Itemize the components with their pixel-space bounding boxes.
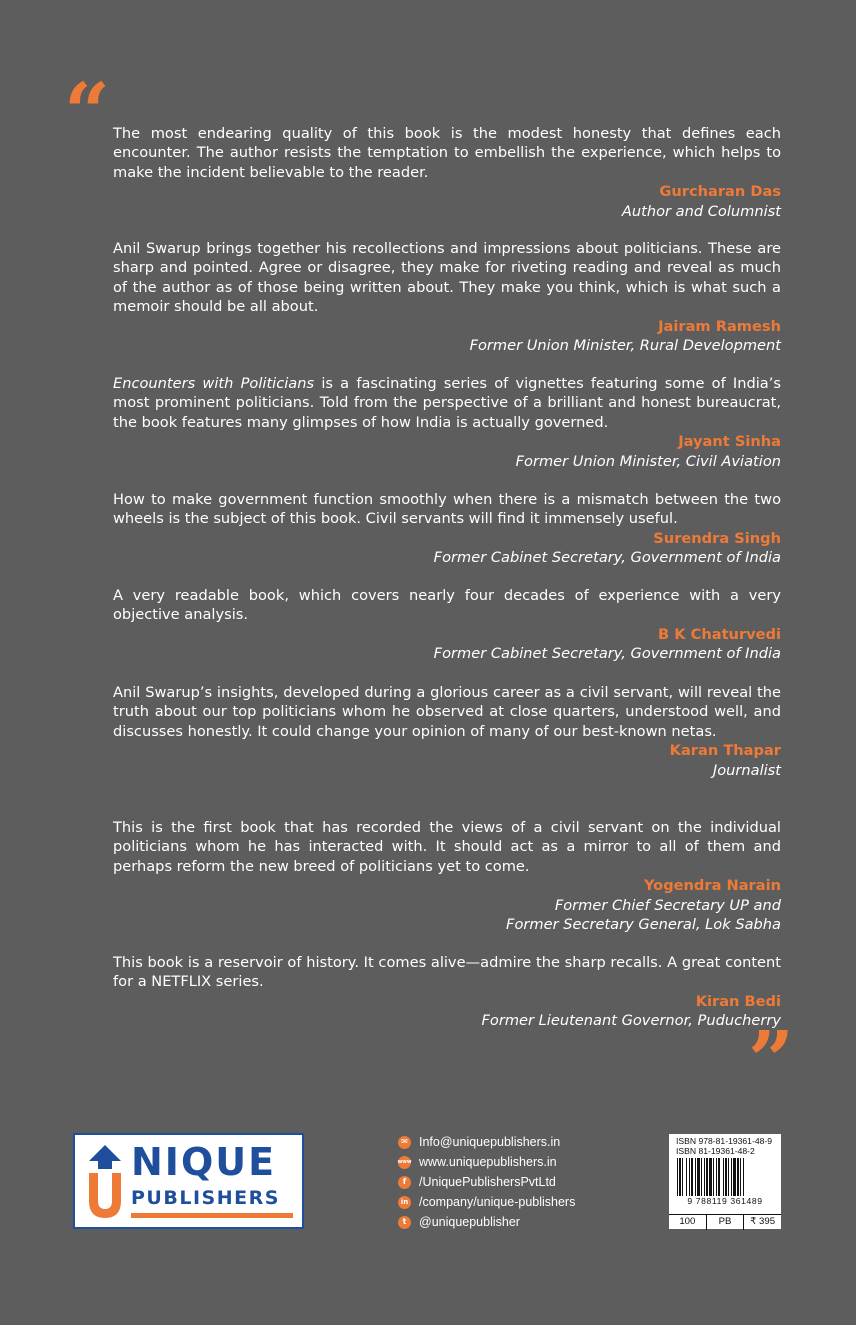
open-quote-mark: “ <box>64 65 111 159</box>
testimonial-text: Anil Swarup’s insights, developed during a glorious career as a civil servant, will reveal the truth about our top politicians whom he observed at close quarters, understood well, and discusses honestly. It could change your opinion of many of our best-known netas. <box>113 684 781 740</box>
testimonial-text: This is the first book that has recorded the views of a civil servant on the individual politicians whom he has interacted with. It should act as a mirror to all of them and perhaps reform the new breed of politicians yet to come. <box>113 819 781 875</box>
publisher-contacts <box>398 1132 575 1232</box>
testimonial-7 <box>113 818 781 934</box>
logo-wordmark: NIQUE <box>131 1140 277 1184</box>
testimonial-author: Kiran Bedi <box>695 992 781 1010</box>
close-quote-mark: ” <box>748 1013 795 1107</box>
testimonial-text: The most endearing quality of this book is the modest honesty that defines each encounter. The author resists the temptation to embellish the experience, which helps to make the incident believable to the reader. <box>113 125 781 181</box>
isbn-13: ISBN 978-81-19361-48-9 <box>676 1136 773 1146</box>
testimonial-author: Karan Thapar <box>669 742 781 760</box>
testimonial-author: Jairam Ramesh <box>658 317 781 335</box>
price: ₹ 395 <box>743 1215 781 1230</box>
testimonial-role-line-2: Former Secretary General, Lok Sabha <box>506 916 781 934</box>
contact-text: www.uniquepublishers.in <box>419 1155 557 1169</box>
testimonial-author: Gurcharan Das <box>659 183 781 201</box>
testimonial-8 <box>113 953 781 1031</box>
testimonial-role: Former Chief Secretary UP and <box>554 896 781 914</box>
page-count: 100 <box>679 1216 696 1227</box>
testimonial-5 <box>113 586 781 664</box>
testimonial-4 <box>113 490 781 568</box>
book-meta-row <box>669 1214 781 1230</box>
testimonial-2 <box>113 239 781 355</box>
contact-text: /UniquePublishersPvtLtd <box>419 1175 556 1189</box>
testimonial-text: Anil Swarup brings together his recollections and impressions about politicians. These are sharp and pointed. Agree or disagree, they make for riveting reading and reveal as much of the author as of those being written about. They make you think, which is what such a memoir should be all about. <box>113 240 781 316</box>
testimonial-author: B K Chaturvedi <box>658 625 781 643</box>
testimonial-text: This book is a reservoir of history. It comes alive—admire the sharp recalls. A great content for a NETFLIX series. <box>113 954 781 991</box>
twitter-icon: t <box>398 1216 411 1229</box>
book-title: Encounters with Politicians <box>113 375 315 392</box>
testimonial-role: Author and Columnist <box>621 202 781 220</box>
contact-linkedin[interactable] <box>398 1192 575 1212</box>
testimonial-text: How to make government function smoothly when there is a mismatch between the two wheels is the subject of this book. Civil servants will find it immensely useful. <box>113 491 781 528</box>
testimonial-text: A very readable book, which covers nearly four decades of experience with a very objective analysis. <box>113 587 781 624</box>
isbn-10: ISBN 81-19361-48-2 <box>676 1146 755 1156</box>
logo-subtitle: PUBLISHERS <box>131 1187 280 1209</box>
publisher-logo <box>73 1133 304 1229</box>
testimonial-text: Encounters with Politicians is a fascinating series of vignettes featuring some of India’s most prominent politicians. Told from the perspective of a brilliant and honest bureaucrat, the book features many glimpses of how India is actually governed. <box>113 375 781 431</box>
logo-underline <box>131 1213 293 1218</box>
web-icon: www <box>398 1156 411 1169</box>
upload-arrow-u-icon <box>87 1145 123 1219</box>
testimonial-1 <box>113 124 781 221</box>
barcode-icon <box>675 1158 775 1196</box>
testimonial-role: Journalist <box>712 761 781 779</box>
isbn-barcode-block <box>669 1134 781 1229</box>
testimonial-role: Former Union Minister, Civil Aviation <box>515 452 781 470</box>
contact-twitter[interactable] <box>398 1212 575 1232</box>
facebook-icon: f <box>398 1176 411 1189</box>
email-icon: ✉ <box>398 1136 411 1149</box>
contact-email[interactable] <box>398 1132 575 1152</box>
testimonial-6 <box>113 683 781 780</box>
testimonial-author: Surendra Singh <box>653 529 781 547</box>
contact-text: @uniquepublisher <box>419 1215 520 1229</box>
contact-text: Info@uniquepublishers.in <box>419 1135 561 1149</box>
testimonial-role: Former Cabinet Secretary, Government of India <box>433 549 781 567</box>
testimonial-3 <box>113 374 781 471</box>
barcode-digits: 9 788119 361489 <box>687 1196 763 1206</box>
testimonial-role: Former Union Minister, Rural Development <box>469 337 781 355</box>
testimonial-role: Former Cabinet Secretary, Government of India <box>433 645 781 663</box>
testimonial-role: Former Lieutenant Governor, Puducherry <box>481 1012 781 1030</box>
testimonial-author: Yogendra Narain <box>643 877 781 895</box>
contact-text: /company/unique-publishers <box>419 1195 576 1209</box>
testimonial-author: Jayant Sinha <box>678 433 781 451</box>
linkedin-icon: in <box>398 1196 411 1209</box>
binding-format: PB <box>706 1215 744 1230</box>
contact-facebook[interactable] <box>398 1172 575 1192</box>
contact-website[interactable] <box>398 1152 575 1172</box>
